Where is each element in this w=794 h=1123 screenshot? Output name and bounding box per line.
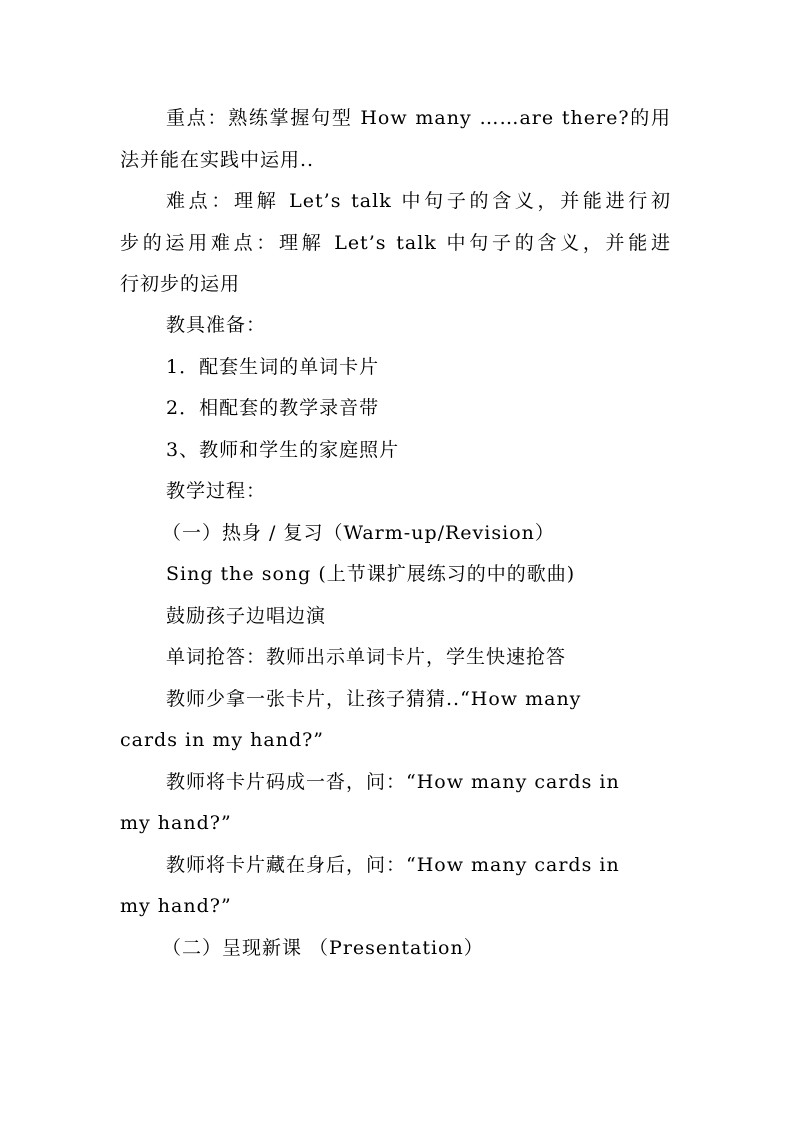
materials-item-1: 1．配套生词的单词卡片 (166, 356, 380, 378)
difficulty-line-1: 难点：理解 Let’s talk 中句子的含义，并能进行初 (166, 190, 671, 212)
key-point-line-1: 重点：熟练掌握句型 How many ……are there?的用 (166, 107, 671, 129)
key-point-line-2: 法并能在实践中运用.. (120, 149, 315, 171)
stack-line-2: my hand?” (120, 812, 232, 834)
guess-line-2: cards in my hand?” (120, 729, 325, 751)
section-1-heading: （一）热身 / 复习（Warm-up/Revision） (162, 522, 555, 544)
process-heading: 教学过程： (166, 480, 267, 502)
encourage-line: 鼓励孩子边唱边演 (166, 605, 327, 627)
hide-line-2: my hand?” (120, 895, 232, 917)
word-race-line: 单词抢答：教师出示单词卡片，学生快速抢答 (166, 646, 567, 668)
sing-the-song-line: Sing the song (上节课扩展练习的中的歌曲) (166, 563, 576, 585)
hide-line-1: 教师将卡片藏在身后，问：“How many cards in (166, 854, 620, 876)
materials-item-2: 2．相配套的教学录音带 (166, 397, 380, 419)
guess-line-1: 教师少拿一张卡片，让孩子猜猜..“How many (166, 688, 582, 710)
section-2-heading: （二）呈现新课 （Presentation） (162, 937, 484, 959)
difficulty-line-3: 行初步的运用 (120, 273, 241, 295)
materials-item-3: 3、教师和学生的家庭照片 (166, 439, 400, 461)
materials-heading: 教具准备： (166, 314, 267, 336)
difficulty-line-2: 步的运用难点：理解 Let’s talk 中句子的含义，并能进 (120, 232, 671, 254)
stack-line-1: 教师将卡片码成一沓，问：“How many cards in (166, 771, 620, 793)
